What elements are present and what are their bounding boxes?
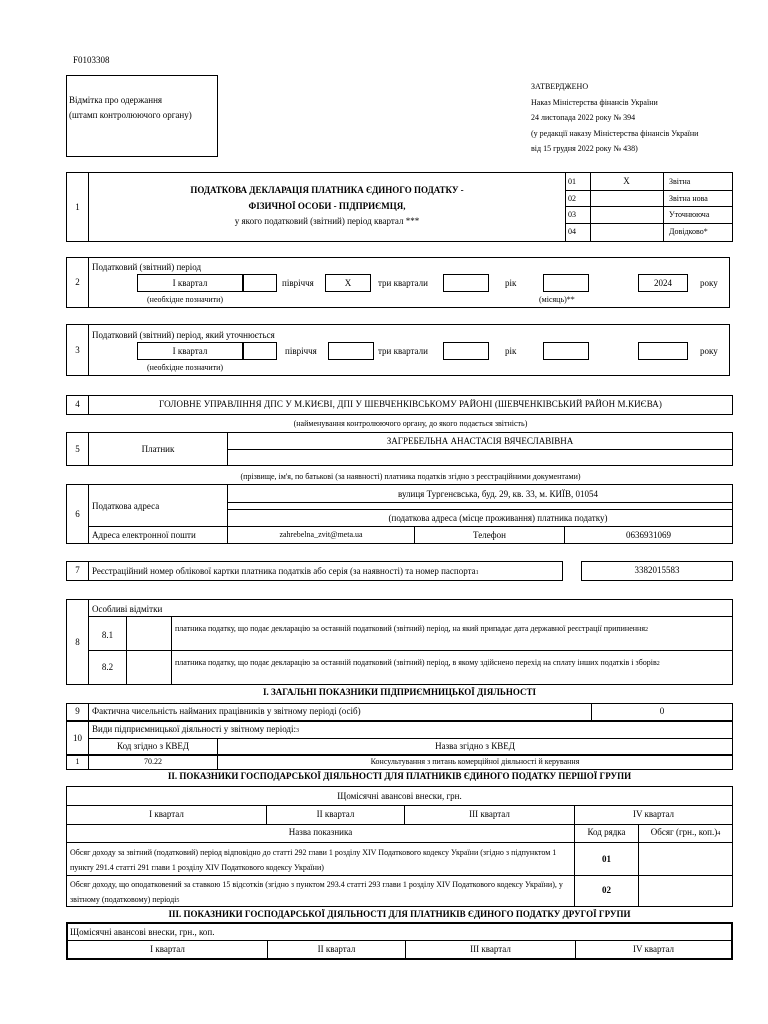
- section-iii-q2: II квартал: [317, 944, 356, 954]
- clarify-year-word: року: [700, 346, 718, 356]
- approved-l4: (у редакції наказу Міністерства фінансів України: [531, 128, 699, 138]
- section-7-num: 7: [75, 565, 80, 575]
- section-4: [66, 395, 733, 415]
- type-code-02: 02: [568, 194, 576, 203]
- section-ii-col-vol: [639, 827, 732, 837]
- section-i-title: I. ЗАГАЛЬНІ ПОКАЗНИКИ ПІДПРИЄМНИЦЬКОЇ ДІЯЛЬНОСТІ: [262, 687, 536, 697]
- section-ii-row1-text: Обсяг доходу за звітний (податковий) період відповідно до статті 292 глави 1 розділу XIV Податкового кодексу України (згідно з підпунктом 1 пункту 291.4 статті 291 глави 1 розділу XIV Податкового кодексу України): [70, 848, 557, 872]
- section-ii-col-vol-text: Обсяг (грн., коп.): [650, 827, 718, 837]
- section-1: [66, 172, 733, 242]
- section-ii-q3: III квартал: [469, 809, 510, 819]
- period-half-label: півріччя: [282, 278, 314, 288]
- section-3-num: 3: [75, 345, 80, 355]
- special-8-2-code: 8.2: [101, 662, 114, 672]
- section-ii-q1: I квартал: [149, 809, 184, 819]
- kved-row-code[interactable]: 70.22: [144, 757, 162, 766]
- section-2-label: Податковий (звітний) період: [92, 262, 202, 272]
- type-label-01: Звітна: [669, 177, 691, 186]
- section-3-label: Податковий (звітний) період, який уточнюється: [92, 330, 275, 340]
- approved-l1: ЗАТВЕРДЖЕНО: [531, 82, 589, 91]
- clarify-note: (необхідне позначити): [147, 363, 224, 372]
- phone-value[interactable]: 0636931069: [626, 530, 671, 540]
- special-8-2-text: [175, 655, 730, 672]
- period-half-mark[interactable]: [325, 274, 371, 292]
- section-2-num: 2: [75, 277, 80, 287]
- period-q1-box[interactable]: [137, 274, 243, 292]
- kved-row-num: 1: [75, 757, 80, 766]
- section-7: [66, 561, 563, 581]
- employees-value[interactable]: 0: [659, 706, 665, 716]
- section-3: [66, 324, 730, 376]
- section-iii-table: [66, 922, 733, 960]
- kved-row-1: [66, 755, 733, 770]
- section-iii-title: III. ПОКАЗНИКИ ГОСПОДАРСЬКОЇ ДІЯЛЬНОСТІ ДЛЯ ПЛАТНИКІВ ЄДИНОГО ПОДАТКУ ДРУГОЇ ГРУПИ: [168, 909, 631, 919]
- type-code-03: 03: [568, 210, 576, 219]
- period-q3-label: три квартали: [378, 278, 428, 288]
- passport-value: 3382015583: [634, 565, 680, 575]
- special-8-1-mark[interactable]: [127, 617, 171, 650]
- period-year-value-box[interactable]: [638, 274, 688, 292]
- section-ii-row2-sup: 5: [176, 898, 180, 904]
- special-8-2-mark[interactable]: [127, 651, 171, 684]
- special-8-2-sup: 2: [656, 661, 660, 667]
- section-1-num: 1: [75, 202, 80, 212]
- email-label: Адреса електронної пошти: [92, 530, 196, 540]
- special-8-1-text-body: платника податку, що подає декларацію за останній податковий (звітний) період, на який припадає дата державної реєстрації припинення: [175, 624, 646, 633]
- activities-label-text: Види підприємницької діяльності у звітному періоді:: [92, 724, 297, 734]
- passport-value-box[interactable]: [581, 561, 733, 581]
- type-label-03: Уточнююча: [669, 210, 710, 219]
- kved-name-header: Назва згідно з КВЕД: [435, 741, 515, 751]
- section-9: [66, 703, 733, 721]
- clarify-year-value-box[interactable]: [638, 342, 688, 360]
- period-note: (необхідне позначити): [147, 295, 224, 304]
- activities-label-sup: 3: [296, 728, 300, 734]
- clarify-q1-box[interactable]: [137, 342, 243, 360]
- section-8: [66, 599, 733, 685]
- section-10: [66, 721, 733, 755]
- approved-l3: 24 листопада 2022 року № 394: [531, 113, 636, 122]
- employees-label: Фактична чисельність найманих працівників у звітному періоді (осіб): [92, 706, 361, 716]
- section-ii-q4: IV квартал: [632, 809, 675, 819]
- section-ii-row1-value[interactable]: [639, 843, 732, 875]
- type-mark-01[interactable]: X: [623, 176, 630, 186]
- clarify-q1-mark[interactable]: [243, 342, 277, 360]
- email-value[interactable]: zahrebelna_zvit@meta.ua: [279, 530, 363, 539]
- phone-label: Телефон: [473, 530, 506, 540]
- section-ii-col-name: Назва показника: [288, 827, 353, 837]
- type-label-04: Довідково*: [669, 227, 708, 236]
- form-code: F0103308: [73, 55, 110, 65]
- stamp-line2: (штамп контролюючого органу): [69, 110, 192, 120]
- address-caption: (податкова адреса (місце проживання) платника податку): [388, 513, 608, 523]
- section-ii-col-code: Код рядка: [587, 827, 626, 837]
- type-label-02: Звітна нова: [669, 194, 708, 203]
- payer-name: ЗАГРЕБЕЛЬНА АНАСТАСІЯ ВЯЧЕСЛАВІВНА: [386, 436, 574, 446]
- type-code-04: 04: [568, 227, 576, 236]
- passport-label: [92, 566, 479, 576]
- section-4-num: 4: [75, 399, 80, 409]
- tax-office-caption: (найменування контролюючого органу, до якого подається звітність): [293, 419, 528, 428]
- special-marks-label: Особливі відмітки: [92, 604, 163, 614]
- kved-code-header: Код згідно з КВЕД: [117, 741, 189, 751]
- declaration-title-2: ФІЗИЧНОЇ ОСОБИ - ПІДПРИЄМЦЯ,: [248, 201, 406, 211]
- section-10-num: 10: [73, 733, 82, 743]
- approved-l5: від 15 грудня 2022 року № 438): [531, 144, 638, 153]
- section-ii-row2-text-body: Обсяг доходу, що оподатковений за ставкою 15 відсотків (згідно з пунктом 293.4 статті 293 глави 1 розділу XIV Податкового кодексу України), у звітному (податковому) періоді: [70, 880, 563, 904]
- clarify-year-mark[interactable]: [543, 342, 589, 360]
- tax-office: ГОЛОВНЕ УПРАВЛІННЯ ДПС У М.КИЄВІ, ДПІ У ШЕВЧЕНКІВСЬКОМУ РАЙОНІ (ШЕВЧЕНКІВСЬКИЙ РАЙОН М.КИЄВА): [159, 399, 662, 409]
- clarify-q3-mark[interactable]: [443, 342, 489, 360]
- period-year-value: 2024: [654, 278, 672, 288]
- section-9-num: 9: [75, 706, 80, 716]
- stamp-box: [66, 75, 218, 157]
- passport-label-sup: 1: [475, 570, 479, 576]
- period-q3-mark[interactable]: [443, 274, 489, 292]
- section-iii-advance: Щомісячні авансові внески, грн., коп.: [70, 927, 215, 937]
- section-8-num: 8: [75, 637, 80, 647]
- period-half-x: X: [344, 278, 352, 288]
- approved-block: [531, 79, 698, 157]
- period-q1-mark[interactable]: [243, 274, 277, 292]
- special-8-1-text: [175, 621, 730, 638]
- kved-row-name[interactable]: Консультування з питань комерційної діяльності й керування: [370, 757, 580, 766]
- period-q1-label: I квартал: [172, 278, 208, 288]
- section-ii-row1-code: 01: [602, 854, 611, 864]
- section-ii-row2-text: [70, 877, 570, 909]
- clarify-half-mark[interactable]: [328, 342, 374, 360]
- passport-label-text: Реєстраційний номер облікової картки платника податків або серія (за наявності) та номер паспорта: [92, 566, 476, 576]
- section-iii-q3: III квартал: [470, 944, 511, 954]
- period-year-word: року: [700, 278, 718, 288]
- clarify-q3-label: три квартали: [378, 346, 428, 356]
- declaration-title-1: ПОДАТКОВА ДЕКЛАРАЦІЯ ПЛАТНИКА ЄДИНОГО ПОДАТКУ -: [190, 185, 464, 195]
- activities-label: [92, 724, 299, 734]
- type-code-01: 01: [568, 177, 576, 186]
- section-iii-q4: IV квартал: [632, 944, 675, 954]
- section-2: [66, 257, 730, 308]
- period-year-mark[interactable]: [543, 274, 589, 292]
- section-ii-advance: Щомісячні авансові внески, грн.: [337, 791, 462, 801]
- section-ii-row2-code: 02: [602, 885, 611, 895]
- section-5: [66, 432, 733, 466]
- declaration-title-3: у якого податковий (звітний) період квартал ***: [234, 216, 420, 226]
- special-8-1-code: 8.1: [101, 630, 114, 640]
- clarify-q1-label: I квартал: [172, 346, 208, 356]
- special-8-2-text-body: платника податку, що подає декларацію за останній податковий (звітний) період, в якому здійснено перехід на сплату інших податків і зборів: [175, 658, 657, 667]
- section-ii-table: [66, 786, 733, 907]
- section-iii-q1: I квартал: [150, 944, 185, 954]
- payer-caption: (прізвище, ім'я, по батькові (за наявності) платника податків згідно з реєстраційними документами): [240, 472, 581, 481]
- period-month: (місяць)**: [539, 295, 575, 304]
- period-year-label: рік: [505, 278, 517, 288]
- section-6: [66, 484, 733, 544]
- section-6-num: 6: [75, 509, 80, 519]
- clarify-half-label: півріччя: [285, 346, 317, 356]
- address-label: Податкова адреса: [92, 501, 160, 511]
- clarify-year-label: рік: [505, 346, 517, 356]
- section-ii-title: II. ПОКАЗНИКИ ГОСПОДАРСЬКОЇ ДІЯЛЬНОСТІ ДЛЯ ПЛАТНИКІВ ЄДИНОГО ПОДАТКУ ПЕРШОЇ ГРУПИ: [167, 771, 632, 781]
- address-value: вулиця Тургенєвська, буд. 29, кв. 33, м. КИЇВ, 01054: [398, 489, 598, 499]
- section-ii-col-vol-sup: 4: [717, 831, 721, 837]
- payer-label: Платник: [141, 444, 175, 454]
- section-ii-q2: II квартал: [316, 809, 355, 819]
- section-5-num: 5: [75, 444, 80, 454]
- special-8-1-sup: 2: [645, 627, 649, 633]
- section-ii-row2-value[interactable]: [639, 876, 732, 906]
- stamp-line1: Відмітка про одержання: [69, 95, 163, 105]
- approved-l2: Наказ Міністерства фінансів України: [531, 97, 658, 107]
